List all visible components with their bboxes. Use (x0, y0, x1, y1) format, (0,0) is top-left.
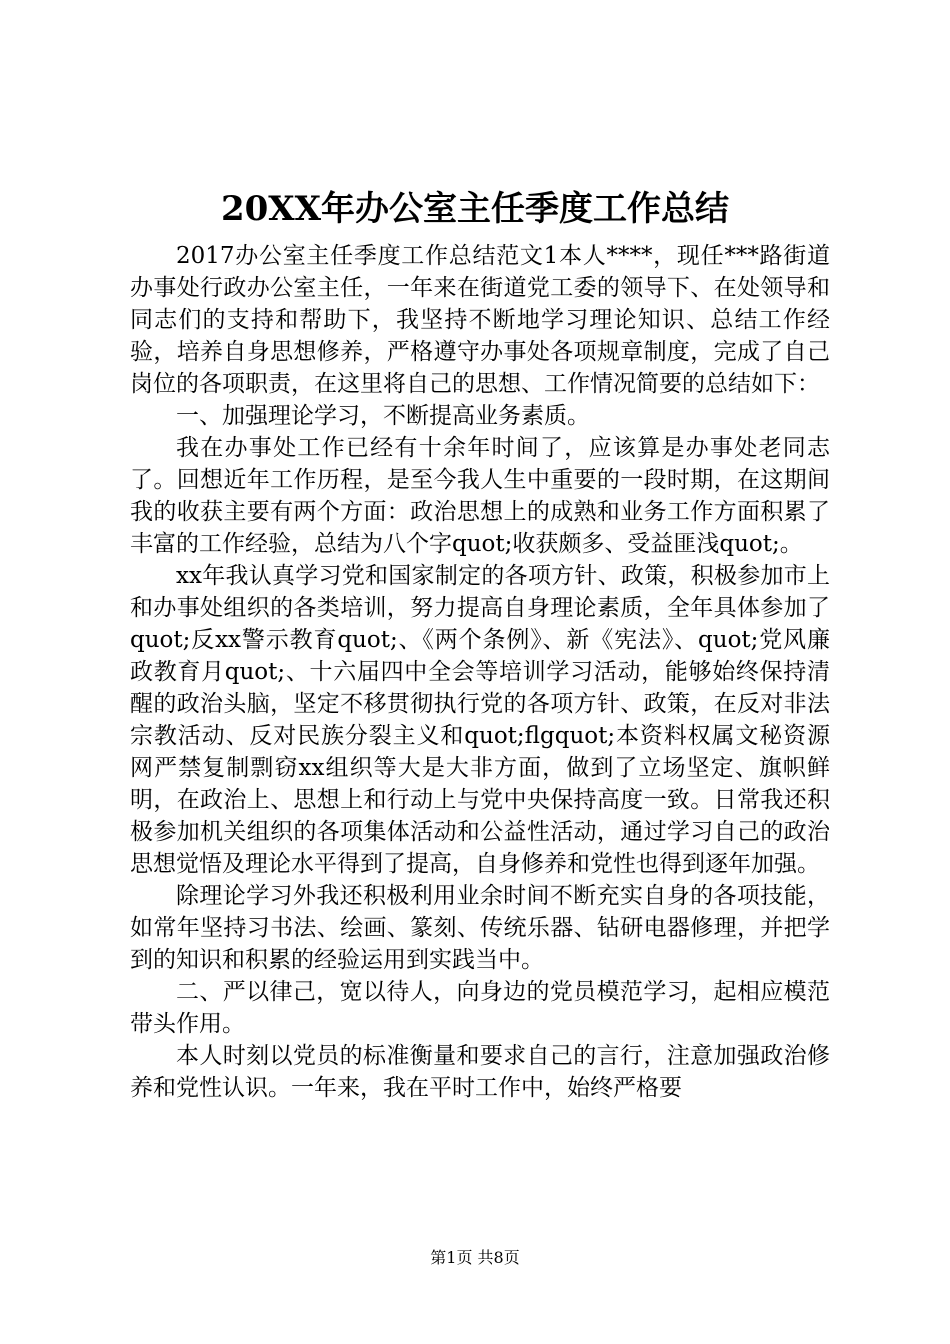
paragraph: xx年我认真学习党和国家制定的各项方针、政策，积极参加市上和办事处组织的各类培训，努力提高自身理论素质，全年具体参加了quot;反xx警示教育quot;、《两个条例》、新《宪法》、quot;党风廉政教育月quot;、十六届四中全会等培训学习活动，能够始终保持清醒的政治头脑，坚定不移贯彻执行党的各项方针、政策，在反对非法宗教活动、反对民族分裂主义和quot;flgquot;本资料权属文秘资源网严禁复制剽窃xx组织等大是大非方面，做到了立场坚定、旗帜鲜明，在政治上、思想上和行动上与党中央保持高度一致。日常我还积极参加机关组织的各项集体活动和公益性活动，通过学习自己的政治思想觉悟及理论水平得到了提高，自身修养和党性也得到逐年加强。 (130, 563, 830, 877)
section-heading-2: 二、严以律己，宽以待人，向身边的党员模范学习，起相应模范带头作用。 (130, 979, 830, 1037)
page-footer: 第1页 共8页 (430, 1248, 520, 1267)
document-body (130, 240, 830, 1104)
paragraph-intro: 2017办公室主任季度工作总结范文1本人****，现任***路街道办事处行政办公室主任，一年来在街道党工委的领导下、在处领导和同志们的支持和帮助下，我坚持不断地学习理论知识、总结工作经验，培养自身思想修养，严格遵守办事处各项规章制度，完成了自己岗位的各项职责，在这里将自己的思想、工作情况简要的总结如下： (130, 243, 830, 397)
document-title: 20XX年办公室主任季度工作总结 (220, 189, 730, 229)
section-heading-1: 一、加强理论学习，不断提高业务素质。 (176, 403, 590, 429)
paragraph: 除理论学习外我还积极利用业余时间不断充实自身的各项技能，如常年坚持习书法、绘画、篆刻、传统乐器、钻研电器修理，并把学到的知识和积累的经验运用到实践当中。 (130, 883, 830, 973)
paragraph: 本人时刻以党员的标准衡量和要求自己的言行，注意加强政治修养和党性认识。一年来，我在平时工作中，始终严格要 (130, 1043, 830, 1101)
paragraph: 我在办事处工作已经有十余年时间了，应该算是办事处老同志了。回想近年工作历程，是至今我人生中重要的一段时期，在这期间我的收获主要有两个方面：政治思想上的成熟和业务工作方面积累了丰富的工作经验，总结为八个字quot;收获颇多、受益匪浅quot;。 (130, 435, 830, 557)
